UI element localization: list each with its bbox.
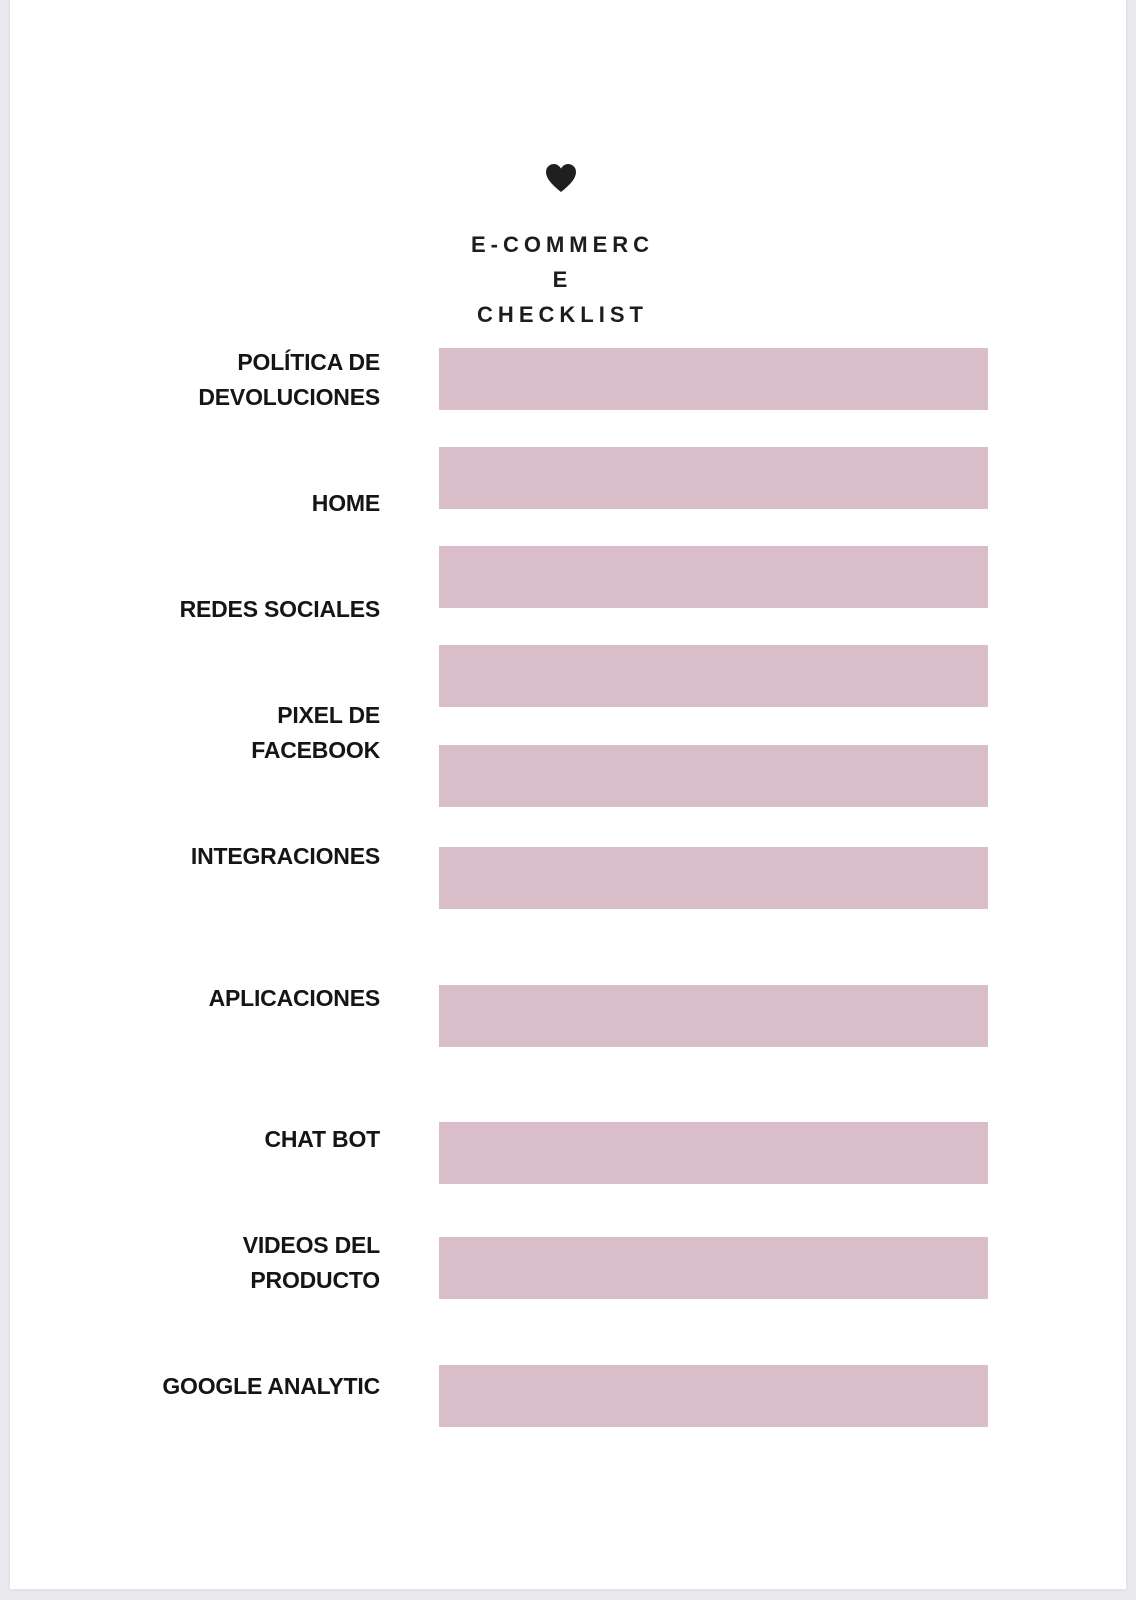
- label-pixel-line-2: FACEBOOK: [251, 737, 380, 763]
- title-line-3: CHECKLIST: [477, 302, 648, 327]
- label-videos-line-1: VIDEOS DEL: [242, 1232, 380, 1258]
- label-politica-line-2: DEVOLUCIONES: [198, 384, 380, 410]
- checklist-field-1[interactable]: [439, 348, 988, 410]
- heart-icon: [545, 163, 577, 193]
- label-integraciones: INTEGRACIONES: [190, 843, 380, 869]
- checklist-field-3[interactable]: [439, 546, 988, 608]
- label-videos-line-2: PRODUCTO: [250, 1267, 380, 1293]
- label-home: HOME: [311, 490, 380, 516]
- checklist-field-5[interactable]: [439, 745, 988, 807]
- label-pixel-line-1: PIXEL DE: [277, 702, 380, 728]
- checklist-field-2[interactable]: [439, 447, 988, 509]
- label-redes-sociales: REDES SOCIALES: [179, 596, 380, 622]
- checklist-field-6[interactable]: [439, 847, 988, 909]
- checklist-field-9[interactable]: [439, 1237, 988, 1299]
- title-line-2: E: [552, 267, 573, 292]
- checklist-field-8[interactable]: [439, 1122, 988, 1184]
- title-line-1: E-COMMERC: [470, 232, 655, 257]
- label-aplicaciones: APLICACIONES: [208, 985, 380, 1011]
- label-chat-bot: CHAT BOT: [264, 1126, 380, 1152]
- checklist-field-7[interactable]: [439, 985, 988, 1047]
- checklist-field-10[interactable]: [439, 1365, 988, 1427]
- checklist-field-4[interactable]: [439, 645, 988, 707]
- label-politica-line-1: POLÍTICA DE: [237, 349, 380, 375]
- label-google-analytic: GOOGLE ANALYTIC: [162, 1373, 380, 1399]
